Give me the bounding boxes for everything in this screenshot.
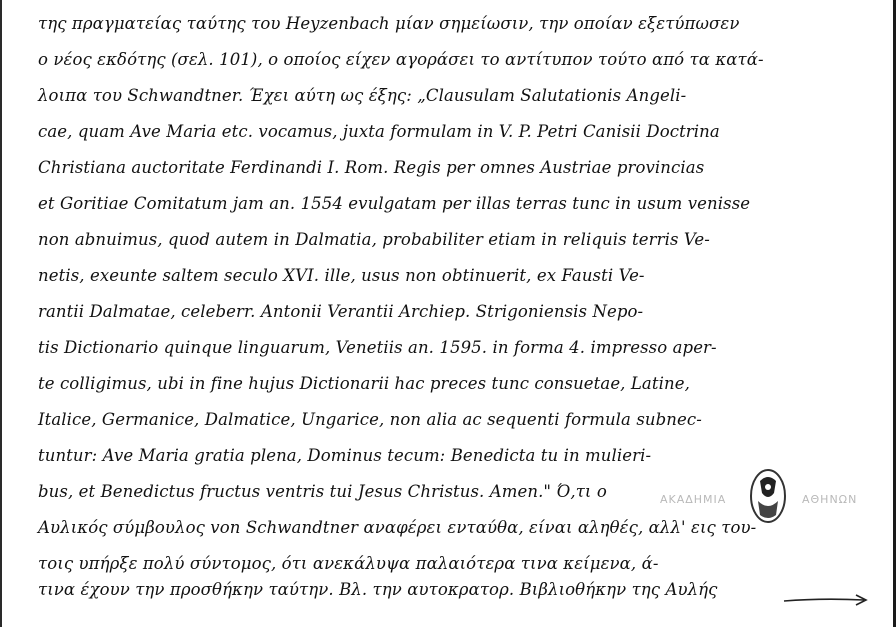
academy-seal-icon bbox=[748, 467, 788, 525]
watermark-left-text: ΑΚΑΔΗΜΙΑ bbox=[660, 493, 727, 506]
manuscript-line: της πραγματείας ταύτης του Heyzenbach μίαν σημείωσιν, την οποίαν εξετύπωσεν bbox=[38, 14, 740, 33]
manuscript-line: bus, et Benedictus fructus ventris tui Jesus Christus. Amen." Ό,τι ο bbox=[38, 482, 607, 501]
manuscript-line: netis, exeunte saltem seculo XVI. ille, usus non obtinuerit, ex Fausti Ve- bbox=[38, 266, 645, 285]
academy-watermark bbox=[652, 467, 882, 527]
manuscript-line: te colligimus, ubi in fine hujus Dictionarii hac preces tunc consuetae, Latine, bbox=[38, 374, 690, 393]
manuscript-line: λοιπα του Schwandtner. Έχει αύτη ως έξης: „Clausulam Salutationis Angeli- bbox=[38, 86, 687, 105]
manuscript-line: non abnuimus, quod autem in Dalmatia, probabiliter etiam in reliquis terris Ve- bbox=[38, 230, 710, 249]
manuscript-line: ο νέος εκδότης (σελ. 101), ο οποίος είχεν αγοράσει το αντίτυπον τούτο από τα κατά- bbox=[38, 50, 764, 69]
continue-arrow-icon bbox=[782, 590, 872, 610]
manuscript-line: cae, quam Ave Maria etc. vocamus, juxta formulam in V. P. Petri Canisii Doctrina bbox=[38, 122, 720, 141]
manuscript-line: τοις υπήρξε πολύ σύντομος, ότι ανεκάλυψα παλαιότερα τινα κείμενα, ά- bbox=[38, 554, 659, 573]
manuscript-line: Italice, Germanice, Dalmatice, Ungarice, non alia ac sequenti formula subnec- bbox=[38, 410, 702, 429]
watermark-right-text: ΑΘΗΝΩΝ bbox=[802, 493, 858, 506]
manuscript-line: Αυλικός σύμβουλος von Schwandtner αναφέρει ενταύθα, είναι αληθές, αλλ' εις του- bbox=[38, 518, 757, 537]
manuscript-line: tis Dictionario quinque linguarum, Venetiis an. 1595. in forma 4. impresso aper- bbox=[38, 338, 717, 357]
manuscript-line: tuntur: Ave Maria gratia plena, Dominus tecum: Benedicta tu in mulieri- bbox=[38, 446, 652, 465]
manuscript-line: τινα έχουν την προσθήκην ταύτην. Βλ. την αυτοκρατορ. Βιβλιοθήκην της Αυλής bbox=[38, 580, 718, 599]
manuscript-line: rantii Dalmatae, celeberr. Antonii Verantii Archiep. Strigoniensis Nepo- bbox=[38, 302, 644, 321]
manuscript-line: et Goritiae Comitatum jam an. 1554 evulgatam per illas terras tunc in usum venisse bbox=[38, 194, 751, 213]
manuscript-line: Christiana auctoritate Ferdinandi I. Rom. Regis per omnes Austriae provincias bbox=[38, 158, 705, 177]
